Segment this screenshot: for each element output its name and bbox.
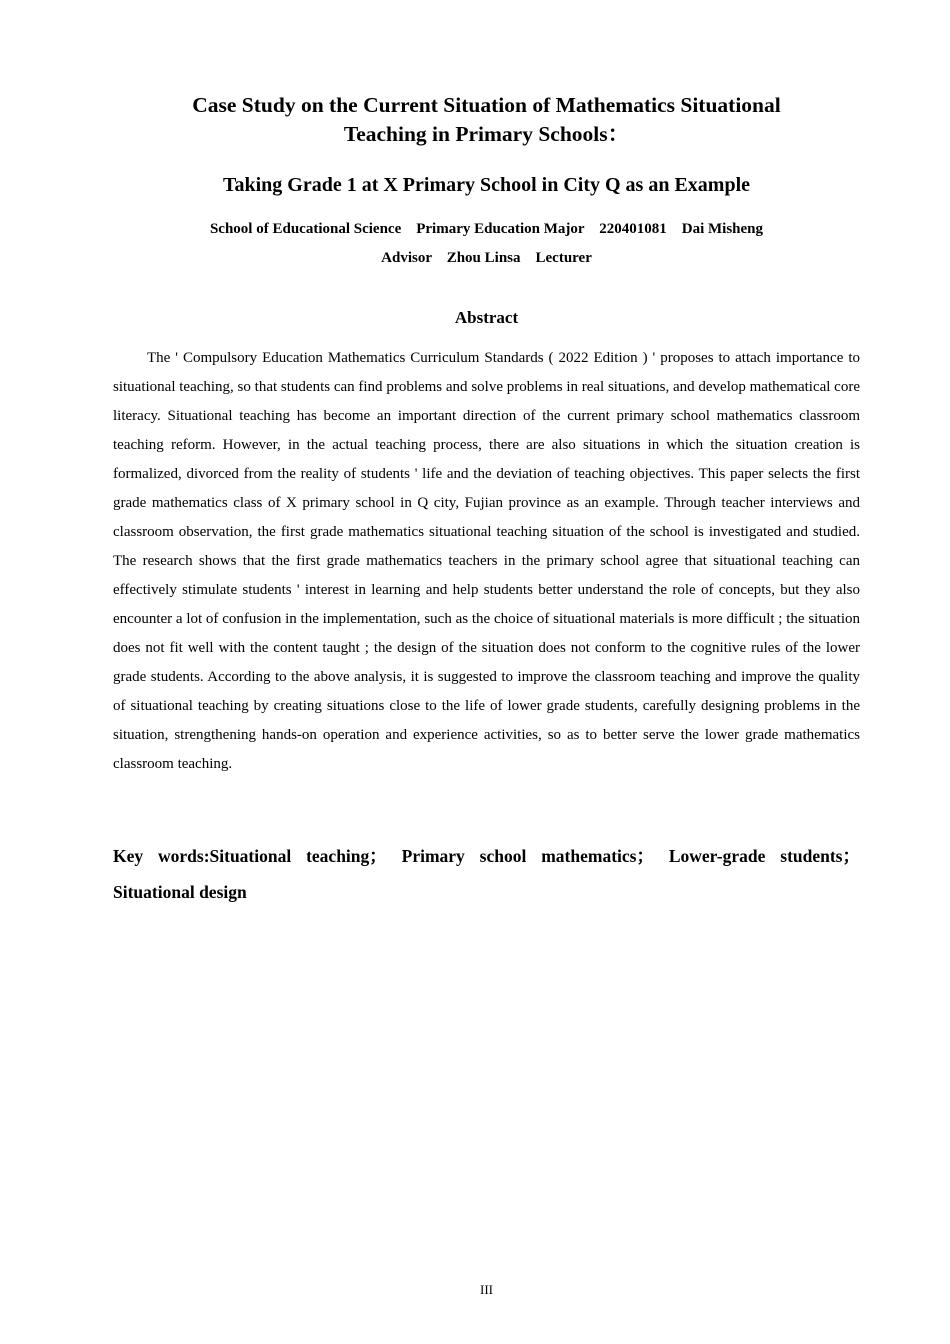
abstract-body: The ' Compulsory Education Mathematics Curriculum Standards ( 2022 Edition ) ' proposes to attach importance to situational teaching, so that students can find problems and solve problems in real situations, and develop mathematical core literacy. Situational teaching has become an important direction of the current primary school mathematics classroom teaching reform. However, in the actual teaching process, there are also situations in which the situation creation is formalized, divorced from the reality of students ' life and the deviation of teaching objectives. This paper selects the first grade mathematics class of X primary school in Q city, Fujian province as an example. Through teacher interviews and classroom observation, the first grade mathematics situational teaching situation of the school is investigated and studied. The research shows that the first grade mathematics teachers in the primary school agree that situational teaching can effectively stimulate students ' interest in learning and help students better understand the role of concepts, but they also encounter a lot of confusion in the implementation, such as the choice of situational materials is more difficult ; the situation does not fit well with the content taught ; the design of the situation does not conform to the cognitive rules of the lower grade students. According to the above analysis, it is suggested to improve the classroom teaching and improve the quality of situational teaching by creating situations close to the life of lower grade students, carefully designing problems in the situation, strengthening hands-on operation and experience activities, so as to better serve the lower grade mathematics classroom teaching. (113, 350, 860, 772)
paper-subtitle: Taking Grade 1 at X Primary School in City Q as an Example (222, 174, 751, 196)
keywords: Key words:Situational teaching； Primary school mathematics； Lower-grade students； Situational design (113, 846, 860, 902)
advisor-info: Advisor Zhou Linsa Lecturer (381, 250, 592, 266)
paper-title-line-1: Case Study on the Current Situation of Mathematics Situational (192, 93, 781, 117)
page-number: III (480, 1282, 493, 1297)
abstract-heading: Abstract (454, 308, 519, 327)
paper-title-line-2: Teaching in Primary Schools： (343, 122, 630, 146)
paper-title (113, 91, 860, 149)
author-info: School of Educational Science Primary Education Major 220401081 Dai Misheng (209, 221, 764, 237)
